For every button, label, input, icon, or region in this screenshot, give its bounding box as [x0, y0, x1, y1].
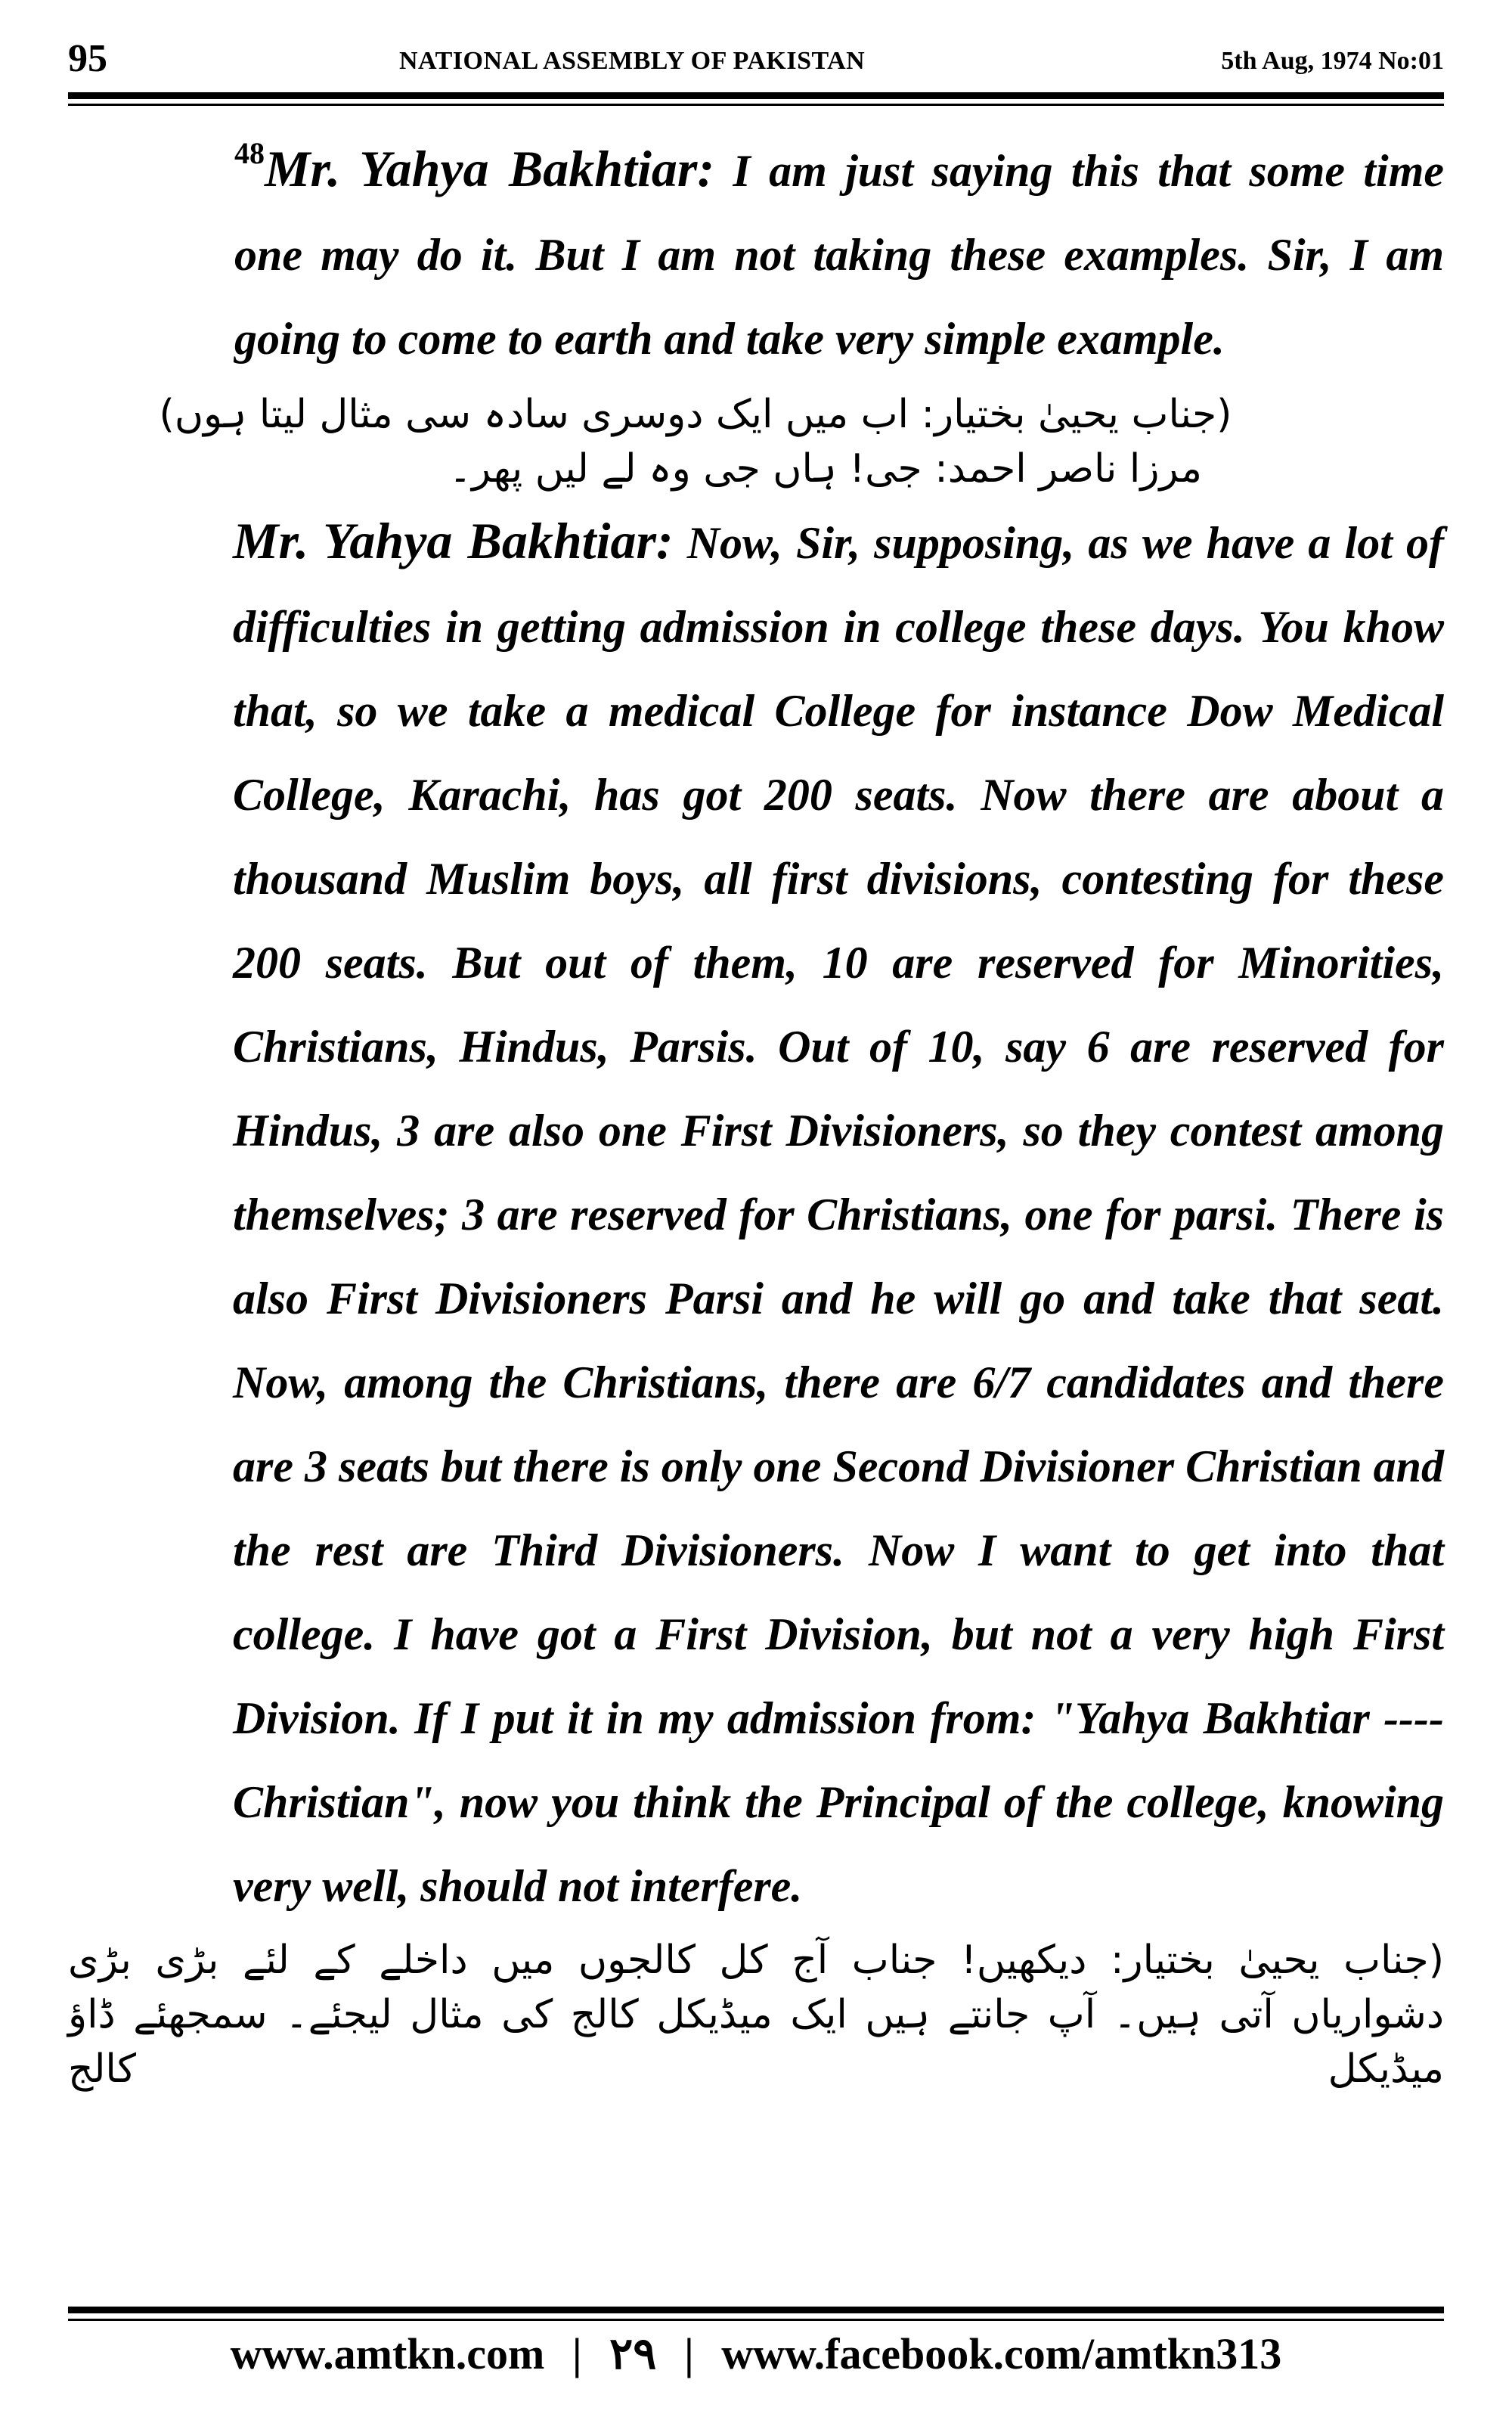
footer-rule-thick [68, 2307, 1444, 2313]
page-number: 95 [68, 37, 107, 80]
facebook-link[interactable]: www.facebook.com/amtkn313 [721, 2329, 1282, 2378]
paragraph-2 [68, 499, 1444, 1928]
document-body [68, 127, 1444, 2096]
urdu-translation-2: مرزا ناصر احمد: جی! ہاں جی وہ لے لیں پھر۔ [448, 446, 1202, 492]
website-link[interactable]: www.amtkn.com [230, 2329, 545, 2378]
speaker-name: Mr. Yahya Bakhtiar: [265, 140, 715, 197]
footer-separator: | [683, 2329, 694, 2378]
header-rule-thin [68, 104, 1444, 106]
paragraph-1 [68, 127, 1444, 381]
page-footer [68, 2328, 1444, 2388]
urdu-translation-1: (جناب یحییٰ بختیار: اب میں ایک دوسری سادہ سی مثال لیتا ہوں) [159, 392, 1232, 437]
page-header [68, 36, 1444, 89]
speaker-name: Mr. Yahya Bakhtiar: [233, 512, 674, 569]
urdu-translation-3: (جناب یحییٰ بختیار: دیکھیں! جناب آج کل کالجوں میں داخلے کے لئے بڑی بڑی دشواریاں آتی ہیں۔ آپ جانتے ہیں ایک میڈیکل کالج کی مثال لیجئے۔ سمجھئے ڈاؤ میڈیکل کالج [68, 1938, 1444, 2092]
footer-page-number: ۲۹ [609, 2329, 657, 2378]
footer-separator: | [572, 2329, 582, 2378]
paragraph-text: Now, Sir, supposing, as we have a lot of difficulties in getting admission in college these days. You khow that, so we take a medical College for instance Dow Medical College, Karachi, has got 200 seats. Now there are about a thousand Muslim boys, all first divisions, contesting for these 200 seats. But out of them, 10 are reserved for Minorities, Christians, Hindus, Parsis. Out of 10, say 6 are reserved for Hindus, 3 are also one First Divisioners, so they contest among themselves; 3 are reserved for Christians, one for parsi. There is also First Divisioners Parsi and he will go and take that seat. Now, among the Christians, there are 6/7 candidates and there are 3 seats but there is only one Second Divisioner Christian and the rest are Third Divisioners. Now I want to get into that college. I have got a First Division, but not a very high First Division. If I put it in my admission from: "Yahya Bakhtiar ---- Christian", now you think the Principal of the college, knowing very well, should not interfere. [233, 518, 1445, 1911]
paragraph-text: I am just saying this that some time one may do it. But I am not taking these examples. Sir, I am going to come to earth and take very simple example. [234, 146, 1444, 364]
footnote-marker: 48 [234, 136, 265, 170]
assembly-title: NATIONAL ASSEMBLY OF PAKISTAN [399, 47, 866, 75]
footer-rule-thin [68, 2319, 1444, 2321]
session-date: 5th Aug, 1974 No:01 [1221, 47, 1444, 75]
header-rule-thick [68, 92, 1444, 99]
